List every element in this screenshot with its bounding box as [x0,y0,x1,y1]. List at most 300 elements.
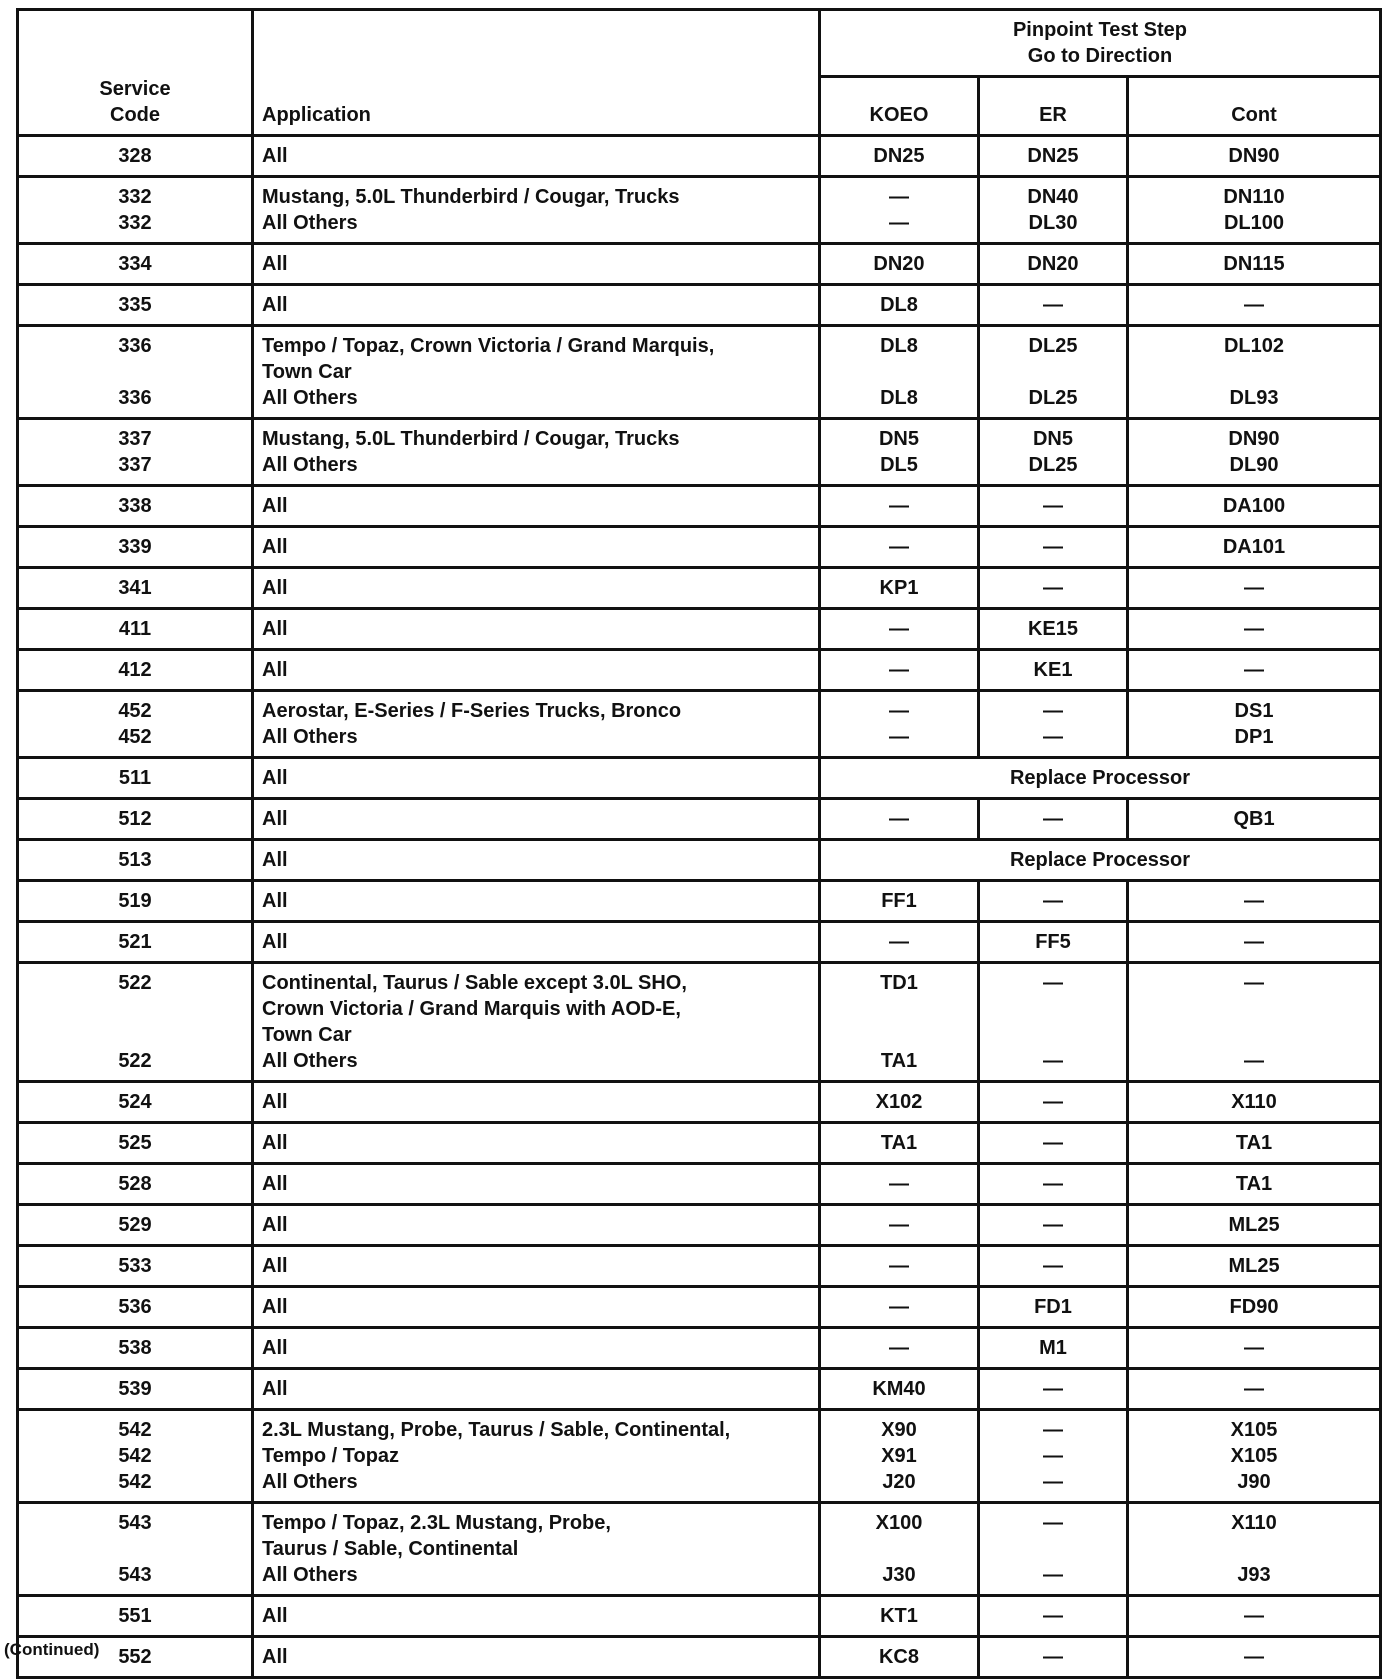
er-cell-line [988,1022,1118,1048]
er-cell-line: — [1043,294,1063,316]
service-code-cell-line: 522 [118,972,152,994]
service-code-cell-line [27,359,243,385]
service-code-cell-line: 337 [118,454,152,476]
service-code-cell [18,1596,253,1637]
application-cell [253,486,820,527]
cont-cell-line: — [1244,1337,1264,1359]
service-code-cell-line: 328 [118,145,152,167]
er-cell [979,136,1128,177]
er-cell [979,1123,1128,1164]
koeo-cell-line: TA1 [880,1132,918,1154]
service-code-cell-line: 542 [118,1445,152,1467]
koeo-cell-line: — [889,536,909,558]
application-cell [253,568,820,609]
table-row [18,881,1381,922]
cont-cell-line: X105 [1230,1445,1278,1467]
koeo-cell-line: KP1 [879,577,919,599]
cont-cell-line: — [1244,618,1264,640]
application-cell-line: All [262,849,288,871]
service-code-cell-line: 336 [118,387,152,409]
service-code-cell [18,1205,253,1246]
application-cell-line: All Others [262,454,358,476]
service-code-cell [18,1369,253,1410]
koeo-cell [820,1596,979,1637]
service-code-cell-line: 528 [118,1173,152,1195]
er-cell-line [988,1536,1118,1562]
table-row [18,1164,1381,1205]
header-line: Service [99,78,171,100]
koeo-cell-line: TA1 [880,1050,918,1072]
cont-cell [1128,881,1381,922]
application-cell-line: All Others [262,1564,358,1586]
er-cell [979,1369,1128,1410]
application-cell [253,1123,820,1164]
service-code-cell [18,963,253,1082]
er-cell-line: — [1043,1419,1063,1441]
er-cell-line: — [1043,808,1063,830]
header-line: Pinpoint Test Step [1012,19,1188,41]
application-cell [253,758,820,799]
koeo-cell [820,1164,979,1205]
koeo-cell [820,1369,979,1410]
er-cell [979,527,1128,568]
application-cell [253,840,820,881]
service-code-cell [18,799,253,840]
er-cell-line: — [1043,700,1063,722]
er-cell-line: FF5 [1035,931,1071,953]
table-row [18,1205,1381,1246]
er-cell-line: — [1043,1564,1063,1586]
er-cell-line: M1 [1039,1337,1067,1359]
header-line: Code [110,104,160,126]
application-cell [253,136,820,177]
application-cell [253,1164,820,1205]
er-cell-line: — [1043,1378,1063,1400]
application-cell-line: All [262,659,288,681]
koeo-cell [820,1205,979,1246]
application-cell [253,1246,820,1287]
er-cell [979,1082,1128,1123]
cont-cell-line: DN90 [1228,428,1280,450]
koeo-cell [820,799,979,840]
service-code-cell [18,650,253,691]
application-cell-line: All [262,767,288,789]
application-cell-line: Tempo / Topaz, 2.3L Mustang, Probe, [262,1512,611,1534]
koeo-cell-line: — [889,212,909,234]
cont-cell-line: DL93 [1229,387,1279,409]
cont-cell-line: — [1244,577,1264,599]
application-cell [253,285,820,326]
er-cell [979,691,1128,758]
service-code-cell-line: 542 [118,1419,152,1441]
application-cell-line: All [262,1378,288,1400]
er-cell-line: — [1043,536,1063,558]
service-code-cell [18,244,253,285]
cont-cell-line: — [1244,1605,1264,1627]
koeo-cell [820,650,979,691]
koeo-cell [820,1503,979,1596]
service-code-cell-line: 525 [118,1132,152,1154]
cont-cell [1128,1205,1381,1246]
er-cell [979,177,1128,244]
service-code-cell [18,1410,253,1503]
service-code-cell-line: 332 [118,186,152,208]
cont-cell-line: X105 [1230,1419,1278,1441]
table-row [18,419,1381,486]
application-cell-line: All [262,931,288,953]
application-cell-line: Mustang, 5.0L Thunderbird / Cougar, Trucks [262,428,680,450]
koeo-cell [820,177,979,244]
service-code-cell-line: 542 [118,1471,152,1493]
cont-cell-line: DN90 [1228,145,1280,167]
cont-cell-line: — [1244,972,1264,994]
koeo-cell [820,285,979,326]
cont-cell-line: DA101 [1222,536,1286,558]
cont-cell [1128,177,1381,244]
table-row [18,1503,1381,1596]
service-code-cell-line: 334 [118,253,152,275]
service-code-cell [18,758,253,799]
service-code-cell [18,1082,253,1123]
koeo-cell-line: — [889,1214,909,1236]
table-row [18,1410,1381,1503]
application-cell [253,419,820,486]
table-row [18,1369,1381,1410]
koeo-cell-line: DN5 [878,428,919,450]
table-row [18,527,1381,568]
service-code-cell-line: 339 [118,536,152,558]
application-cell-line: All Others [262,1050,358,1072]
application-cell [253,1410,820,1503]
er-cell-line: — [1043,1646,1063,1668]
application-cell-line: Town Car [262,361,352,383]
table-row [18,1637,1381,1678]
service-code-cell [18,1246,253,1287]
table-row [18,922,1381,963]
er-cell [979,799,1128,840]
table-row [18,1596,1381,1637]
cont-cell-line: ML25 [1228,1255,1280,1277]
cont-cell-line: — [1244,1646,1264,1668]
cont-cell-line: TA1 [1235,1132,1273,1154]
service-code-cell-line: 337 [118,428,152,450]
er-cell-line: — [1043,1445,1063,1467]
table-row [18,1246,1381,1287]
application-cell [253,1637,820,1678]
service-code-cell [18,326,253,419]
cont-cell [1128,527,1381,568]
koeo-cell [820,881,979,922]
er-cell-line: — [1043,495,1063,517]
application-cell-line: All [262,145,288,167]
service-code-cell-line: 521 [118,931,152,953]
service-code-cell-line: 522 [118,1050,152,1072]
service-code-cell-line: 529 [118,1214,152,1236]
application-cell-line: All [262,495,288,517]
koeo-cell [820,568,979,609]
cont-cell-line: DL100 [1223,212,1285,234]
koeo-cell [820,244,979,285]
er-cell-line: KE1 [1033,659,1073,681]
application-cell-line: Tempo / Topaz [262,1445,400,1467]
header-pinpoint-group [820,10,1381,77]
application-cell [253,1596,820,1637]
cont-cell [1128,922,1381,963]
koeo-cell-line: X91 [881,1445,917,1467]
cont-cell [1128,1503,1381,1596]
service-code-cell-line: 452 [118,700,152,722]
er-cell-line: — [1043,1132,1063,1154]
table-row [18,799,1381,840]
service-code-cell [18,881,253,922]
application-cell-line: All [262,536,288,558]
service-code-cell [18,1328,253,1369]
service-code-cell-line: 335 [118,294,152,316]
koeo-cell-line: — [889,931,909,953]
koeo-cell-line: — [889,1255,909,1277]
er-cell [979,285,1128,326]
cont-cell-line: DL90 [1229,454,1279,476]
er-cell-line: — [1043,1173,1063,1195]
cont-cell-line: — [1244,931,1264,953]
cont-cell-line: — [1244,890,1264,912]
application-cell-line: All [262,890,288,912]
koeo-cell-line: DN20 [873,253,925,275]
er-cell-line: DN40 [1027,186,1079,208]
application-cell [253,609,820,650]
service-code-cell-line: 511 [118,767,152,789]
cont-cell-line: — [1244,1050,1264,1072]
koeo-cell-line: TD1 [880,972,918,994]
application-cell-line: All Others [262,1471,358,1493]
er-cell-line: — [1043,972,1063,994]
er-cell [979,1503,1128,1596]
cont-cell [1128,799,1381,840]
er-cell-line: KE15 [1027,618,1079,640]
application-cell [253,177,820,244]
koeo-cell-line: FF1 [881,890,917,912]
application-cell [253,1369,820,1410]
service-code-cell-line [27,1022,243,1048]
application-cell-line: All [262,808,288,830]
application-cell-line: Crown Victoria / Grand Marquis with AOD-E, [262,998,681,1020]
application-cell [253,1287,820,1328]
table-row [18,486,1381,527]
table-row [18,285,1381,326]
table-row [18,1287,1381,1328]
application-cell [253,244,820,285]
er-cell [979,1637,1128,1678]
application-cell [253,650,820,691]
koeo-cell-line: — [889,808,909,830]
service-code-cell [18,922,253,963]
cont-cell [1128,486,1381,527]
service-code-cell-line: 519 [118,890,152,912]
cont-cell-line: DA100 [1222,495,1286,517]
service-code-cell-line: 452 [118,726,152,748]
service-code-cell [18,1164,253,1205]
cont-cell-line [1137,359,1371,385]
cont-cell [1128,1596,1381,1637]
koeo-cell-line: J20 [882,1471,916,1493]
service-code-cell-line: 543 [118,1512,152,1534]
koeo-cell [820,1082,979,1123]
koeo-cell-line: X100 [875,1512,923,1534]
table-row [18,691,1381,758]
application-cell-line: All [262,1173,288,1195]
er-cell [979,1205,1128,1246]
service-code-cell [18,419,253,486]
application-cell-line: All [262,1091,288,1113]
er-cell-line: DN25 [1027,145,1079,167]
koeo-cell-line: DL5 [880,454,918,476]
application-cell-line: All [262,1255,288,1277]
cont-cell-line: DS1 [1234,700,1274,722]
cont-cell-line: X110 [1231,1512,1277,1534]
application-cell-line: Aerostar, E-Series / F-Series Trucks, Bronco [262,700,682,722]
koeo-cell [820,527,979,568]
application-cell-line: Town Car [262,1024,352,1046]
er-cell-line: — [1043,1214,1063,1236]
cont-cell-line: DN115 [1223,253,1285,275]
service-code-cell-line: 412 [118,659,152,681]
service-code-cell-line: 552 [118,1646,152,1668]
er-cell [979,244,1128,285]
application-cell-line: All [262,294,288,316]
service-code-cell [18,840,253,881]
cont-cell-line: J90 [1237,1471,1271,1493]
er-cell-line [988,359,1118,385]
application-cell-line: All [262,1646,288,1668]
cont-cell [1128,609,1381,650]
cont-cell-line: X110 [1231,1091,1277,1113]
application-cell [253,527,820,568]
koeo-cell-line: J30 [882,1564,916,1586]
er-cell [979,1164,1128,1205]
table-body [18,136,1381,1678]
cont-cell [1128,419,1381,486]
cont-cell-line: QB1 [1233,808,1275,830]
er-cell-line [988,996,1118,1022]
application-cell-line: All [262,1214,288,1236]
koeo-cell-line [829,1536,969,1562]
table-row [18,1082,1381,1123]
table-row [18,1328,1381,1369]
table-row [18,650,1381,691]
koeo-cell-line [829,1022,969,1048]
table-row [18,136,1381,177]
application-cell-line: All [262,1605,288,1627]
cont-cell-line: — [1244,659,1264,681]
koeo-cell-line: — [889,1337,909,1359]
koeo-cell [820,1246,979,1287]
er-cell [979,326,1128,419]
koeo-cell [820,136,979,177]
cont-cell [1128,1410,1381,1503]
koeo-cell-line [829,359,969,385]
koeo-cell-line: — [889,618,909,640]
application-cell [253,963,820,1082]
service-code-cell-line: 512 [118,808,152,830]
service-code-cell-line: 336 [118,335,152,357]
application-cell [253,922,820,963]
application-cell-line: All [262,1337,288,1359]
service-code-cell-line [27,1536,243,1562]
table-row [18,244,1381,285]
service-code-cell [18,1123,253,1164]
er-cell-line: — [1043,1255,1063,1277]
table-row [18,1123,1381,1164]
header-er: ER [979,77,1128,136]
service-code-cell [18,609,253,650]
er-cell [979,1287,1128,1328]
cont-cell [1128,1369,1381,1410]
cont-cell [1128,1082,1381,1123]
service-code-cell-line: 411 [118,618,152,640]
cont-cell [1128,285,1381,326]
er-cell-line: FD1 [1034,1296,1072,1318]
koeo-cell [820,1410,979,1503]
koeo-cell-line: DN25 [873,145,925,167]
koeo-cell [820,1637,979,1678]
koeo-cell-line: DL8 [880,387,918,409]
cont-cell [1128,1637,1381,1678]
koeo-cell-line: — [889,726,909,748]
koeo-cell-line: DL8 [880,294,918,316]
application-cell [253,1503,820,1596]
application-cell-line: All Others [262,726,358,748]
er-cell [979,1410,1128,1503]
header-line: Go to Direction [1027,45,1173,67]
application-cell [253,1082,820,1123]
koeo-cell [820,486,979,527]
er-cell [979,1596,1128,1637]
table-row [18,568,1381,609]
er-cell [979,922,1128,963]
application-cell [253,1328,820,1369]
koeo-cell [820,1328,979,1369]
header-cont: Cont [1128,77,1381,136]
header-application: Application [253,10,820,136]
koeo-cell [820,963,979,1082]
er-cell [979,650,1128,691]
koeo-cell-line: — [889,659,909,681]
application-cell [253,326,820,419]
er-cell [979,1246,1128,1287]
application-cell-line: All Others [262,212,358,234]
service-code-cell [18,568,253,609]
koeo-cell-line: — [889,700,909,722]
table-row [18,963,1381,1082]
cont-cell-line: J93 [1237,1564,1271,1586]
table-row [18,840,1381,881]
er-cell-line: — [1043,1471,1063,1493]
cont-cell [1128,244,1381,285]
koeo-cell [820,1287,979,1328]
cont-cell-line [1137,996,1371,1022]
koeo-cell-line: — [889,1173,909,1195]
cont-cell-line: — [1244,294,1264,316]
cont-cell [1128,568,1381,609]
service-code-cell [18,136,253,177]
replace-processor-cell: Replace Processor [820,758,1381,799]
service-code-cell [18,1503,253,1596]
service-code-cell-line: 338 [118,495,152,517]
application-cell-line: All Others [262,387,358,409]
koeo-cell-line: DL8 [880,335,918,357]
application-cell-line: 2.3L Mustang, Probe, Taurus / Sable, Continental, [262,1419,731,1441]
cont-cell-line: DP1 [1234,726,1274,748]
